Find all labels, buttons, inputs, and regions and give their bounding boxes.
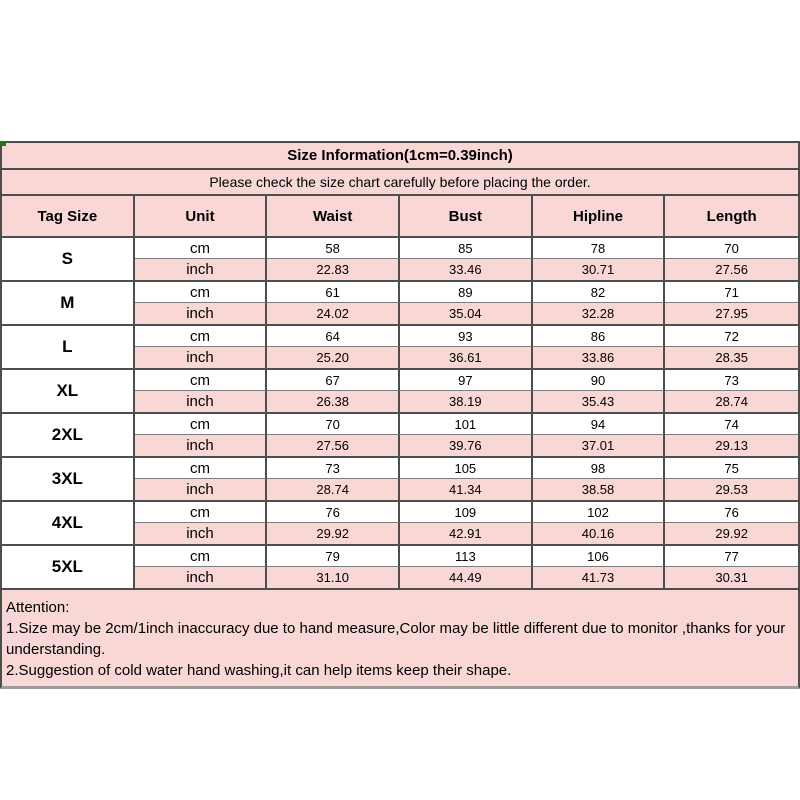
value-cell-cm: 93 [400, 326, 533, 347]
tag-size-cell: 5XL [2, 546, 135, 588]
value-cell-cm: 64 [267, 326, 400, 347]
unit-cell-cm: cm [135, 546, 268, 567]
value-cell-cm: 73 [665, 370, 798, 391]
value-cell-cm: 70 [267, 414, 400, 435]
value-cell-cm: 67 [267, 370, 400, 391]
value-cell-cm: 101 [400, 414, 533, 435]
table-header-row [2, 196, 798, 238]
green-corner-mark [0, 141, 6, 146]
table-subtitle: Please check the size chart carefully before placing the order. [2, 170, 798, 196]
value-cell-inch: 26.38 [267, 391, 400, 412]
attention-line-2: 2.Suggestion of cold water hand washing,it can help items keep their shape. [6, 662, 512, 679]
value-cell-cm: 58 [267, 238, 400, 259]
tag-size-cell: 3XL [2, 458, 135, 500]
value-cell-inch: 33.86 [533, 347, 666, 368]
value-cell-cm: 86 [533, 326, 666, 347]
value-cell-inch: 28.35 [665, 347, 798, 368]
unit-cell-cm: cm [135, 458, 268, 479]
attention-line-1: 1.Size may be 2cm/1inch inaccuracy due to hand measure,Color may be little different due to monitor ,thanks for your understanding. [6, 620, 786, 658]
value-cell-inch: 30.71 [533, 259, 666, 280]
unit-cell-inch: inch [135, 303, 268, 324]
size-row-group-xl [2, 370, 798, 414]
size-row-group-4xl [2, 502, 798, 546]
value-cell-cm: 71 [665, 282, 798, 303]
value-cell-inch: 40.16 [533, 523, 666, 544]
tag-size-cell: S [2, 238, 135, 280]
value-cell-cm: 78 [533, 238, 666, 259]
value-cell-inch: 37.01 [533, 435, 666, 456]
size-row-group-l [2, 326, 798, 370]
unit-cell-cm: cm [135, 370, 268, 391]
value-cell-inch: 29.92 [267, 523, 400, 544]
value-cell-cm: 73 [267, 458, 400, 479]
unit-cell-inch: inch [135, 479, 268, 500]
unit-cell-cm: cm [135, 326, 268, 347]
tag-size-cell: 2XL [2, 414, 135, 456]
value-cell-inch: 22.83 [267, 259, 400, 280]
unit-cell-inch: inch [135, 347, 268, 368]
size-row-group-3xl [2, 458, 798, 502]
value-cell-cm: 109 [400, 502, 533, 523]
value-cell-inch: 35.04 [400, 303, 533, 324]
unit-cell-cm: cm [135, 282, 268, 303]
value-cell-inch: 36.61 [400, 347, 533, 368]
size-row-group-2xl [2, 414, 798, 458]
tag-size-cell: XL [2, 370, 135, 412]
value-cell-cm: 90 [533, 370, 666, 391]
value-cell-inch: 29.53 [665, 479, 798, 500]
attention-note [2, 590, 798, 686]
value-cell-inch: 28.74 [267, 479, 400, 500]
value-cell-cm: 72 [665, 326, 798, 347]
value-cell-cm: 75 [665, 458, 798, 479]
unit-cell-inch: inch [135, 259, 268, 280]
value-cell-cm: 70 [665, 238, 798, 259]
value-cell-cm: 94 [533, 414, 666, 435]
value-cell-cm: 76 [665, 502, 798, 523]
value-cell-cm: 113 [400, 546, 533, 567]
tag-size-cell: L [2, 326, 135, 368]
value-cell-inch: 33.46 [400, 259, 533, 280]
value-cell-cm: 85 [400, 238, 533, 259]
unit-cell-cm: cm [135, 238, 268, 259]
unit-cell-cm: cm [135, 414, 268, 435]
value-cell-inch: 41.73 [533, 567, 666, 588]
value-cell-inch: 42.91 [400, 523, 533, 544]
table-body [2, 238, 798, 590]
size-row-group-5xl [2, 546, 798, 590]
size-chart-table [0, 141, 800, 689]
column-header-bust: Bust [400, 196, 533, 236]
value-cell-inch: 25.20 [267, 347, 400, 368]
value-cell-inch: 27.95 [665, 303, 798, 324]
table-title: Size Information(1cm=0.39inch) [2, 143, 798, 170]
value-cell-cm: 89 [400, 282, 533, 303]
value-cell-inch: 28.74 [665, 391, 798, 412]
value-cell-inch: 41.34 [400, 479, 533, 500]
value-cell-inch: 27.56 [665, 259, 798, 280]
unit-cell-inch: inch [135, 567, 268, 588]
value-cell-cm: 77 [665, 546, 798, 567]
value-cell-inch: 30.31 [665, 567, 798, 588]
column-header-hipline: Hipline [533, 196, 666, 236]
column-header-length: Length [706, 207, 757, 225]
value-cell-inch: 24.02 [267, 303, 400, 324]
value-cell-cm: 74 [665, 414, 798, 435]
value-cell-cm: 61 [267, 282, 400, 303]
value-cell-inch: 27.56 [267, 435, 400, 456]
size-row-group-m [2, 282, 798, 326]
value-cell-cm: 82 [533, 282, 666, 303]
value-cell-cm: 79 [267, 546, 400, 567]
column-header-unit: Unit [135, 196, 268, 236]
unit-cell-inch: inch [135, 523, 268, 544]
unit-cell-inch: inch [135, 435, 268, 456]
value-cell-inch: 38.19 [400, 391, 533, 412]
value-cell-cm: 98 [533, 458, 666, 479]
column-header-tag-size: Tag Size [2, 196, 135, 236]
unit-cell-cm: cm [135, 502, 268, 523]
size-row-group-s [2, 238, 798, 282]
column-header-waist: Waist [267, 196, 400, 236]
value-cell-inch: 29.92 [665, 523, 798, 544]
value-cell-cm: 102 [533, 502, 666, 523]
value-cell-inch: 32.28 [533, 303, 666, 324]
value-cell-cm: 106 [533, 546, 666, 567]
unit-cell-inch: inch [135, 391, 268, 412]
value-cell-inch: 39.76 [400, 435, 533, 456]
attention-title: Attention: [6, 599, 70, 616]
value-cell-cm: 97 [400, 370, 533, 391]
value-cell-inch: 29.13 [665, 435, 798, 456]
value-cell-inch: 31.10 [267, 567, 400, 588]
tag-size-cell: 4XL [2, 502, 135, 544]
value-cell-inch: 38.58 [533, 479, 666, 500]
tag-size-cell: M [2, 282, 135, 324]
value-cell-cm: 105 [400, 458, 533, 479]
value-cell-cm: 76 [267, 502, 400, 523]
value-cell-inch: 44.49 [400, 567, 533, 588]
value-cell-inch: 35.43 [533, 391, 666, 412]
